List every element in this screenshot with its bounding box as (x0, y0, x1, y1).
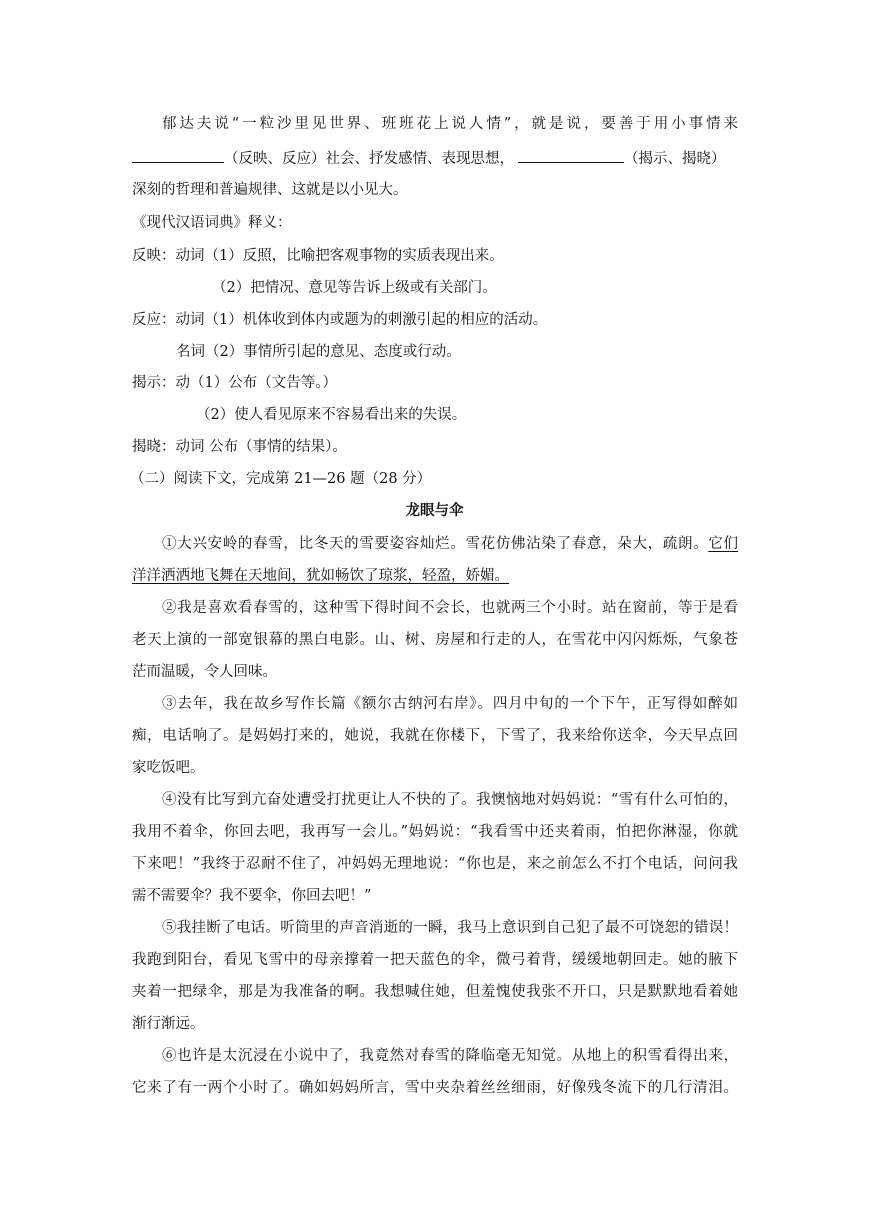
paragraph-2-line-3: 茫而温暖，令人回味。 (132, 664, 277, 680)
paragraph-4-line-4: 需不需要伞？我不要伞，你回去吧！” (132, 888, 372, 904)
paragraph-5-line-3: 夹着一把绿伞，那是为我准备的啊。我想喊住她，但羞愧使我张不开口，只是默默地看着她 (132, 984, 738, 1000)
definition-jiexiao: 揭晓：动词 公布（事情的结果）。 (132, 439, 347, 455)
paragraph-3-line-2: 痴，电话响了。是妈妈打来的，她说，我就在你楼下，下雪了，我来给你送伞，今天早点回 (132, 728, 738, 744)
intro-line-3: 深刻的哲理和普遍规律、这就是以小见大。 (132, 182, 408, 198)
paragraph-1-line-1 (162, 534, 738, 554)
paragraph-4-line-3: 下来吧！”我终于忍耐不住了，冲妈妈无理地说：“你也是，来之前怎么不打个电话，问问我 (132, 856, 738, 872)
paragraph-3-line-3: 家吃饭吧。 (132, 760, 205, 776)
answer-blank-1[interactable] (132, 148, 224, 163)
dictionary-title: 《现代汉语词典》释义： (132, 215, 292, 231)
definition-fanying2-1: 反应：动词（1）机体收到体内或题为的刺激引起的相应的活动。 (132, 312, 548, 328)
definition-fanying2-2: 名词（2）事情所引起的意见、态度或行动。 (176, 344, 461, 360)
paragraph-2-line-1: ②我是喜欢看春雪的，这种雪下得时间不会长，也就两三个小时。站在窗前，等于是看 (162, 600, 738, 616)
intro-line-2 (132, 148, 738, 169)
paragraph-1-line-2 (132, 566, 738, 586)
paragraph-3-line-1: ③去年，我在故乡写作长篇《额尔古纳河右岸》。四月中旬的一个下午，正写得如醉如 (162, 696, 738, 712)
paragraph-5-line-4: 渐行渐远。 (132, 1016, 205, 1032)
definition-fanying-1: 反映：动词（1）反照，比喻把客观事物的实质表现出来。 (132, 248, 504, 264)
paragraph-6-line-2: 它来了有一两个小时了。确如妈妈所言，雪中夹杂着丝丝细雨，好像残冬流下的几行清泪。 (132, 1080, 738, 1096)
paragraph-1-text: ①大兴安岭的春雪，比冬天的雪要姿容灿烂。雪花仿佛沾染了春意，朵大，疏朗。 (162, 536, 709, 552)
underlined-sentence-cont: 洋洋洒洒地飞舞在天地间，犹如畅饮了琼浆，轻盈，娇媚。 (132, 568, 509, 584)
paragraph-5-line-2: 我跑到阳台，看见飞雪中的母亲撑着一把天蓝色的伞，微弓着背，缓缓地朝回走。她的腋下 (132, 952, 738, 968)
paragraph-4-line-1: ④没有比写到亢奋处遭受打扰更让人不快的了。我懊恼地对妈妈说：“雪有什么可怕的， (162, 792, 738, 808)
article-title: 龙眼与伞 (405, 503, 464, 519)
paragraph-2-line-2: 老天上演的一部宽银幕的黑白电影。山、树、房屋和行走的人，在雪花中闪闪烁烁，气象苍 (132, 632, 738, 648)
intro-option-1: （反映、反应）社会、抒发感情、表现思想， (224, 151, 514, 167)
paragraph-6-line-1: ⑥也许是太沉浸在小说中了，我竟然对春雪的降临毫无知觉。从地上的积雪看得出来， (162, 1048, 738, 1064)
definition-jieshi-2: （2）使人看见原来不容易看出来的失误。 (196, 407, 467, 423)
paragraph-4-line-2: 我用不着伞，你回去吧，我再写一会儿。”妈妈说：“我看雪中还夹着雨，怕把你淋湿，你就 (132, 824, 738, 840)
underlined-sentence: 它们 (708, 536, 738, 552)
definition-jieshi-1: 揭示：动（1）公布（文告等。） (132, 375, 337, 391)
intro-option-2: （揭示、揭晓） (624, 151, 726, 167)
paragraph-5-line-1: ⑤我挂断了电话。听筒里的声音消逝的一瞬，我马上意识到自己犯了最不可饶恕的错误！ (162, 920, 738, 936)
definition-fanying-2: （2）把情况、意见等告诉上级或有关部门。 (212, 280, 497, 296)
intro-line-1: 郁达夫说“一粒沙里见世界、班班花上说人情”，就是说，要善于用小事情来 (162, 116, 738, 132)
section-header: （二）阅读下文，完成第 21—26 题（28 分） (130, 471, 432, 487)
answer-blank-2[interactable] (518, 148, 624, 163)
